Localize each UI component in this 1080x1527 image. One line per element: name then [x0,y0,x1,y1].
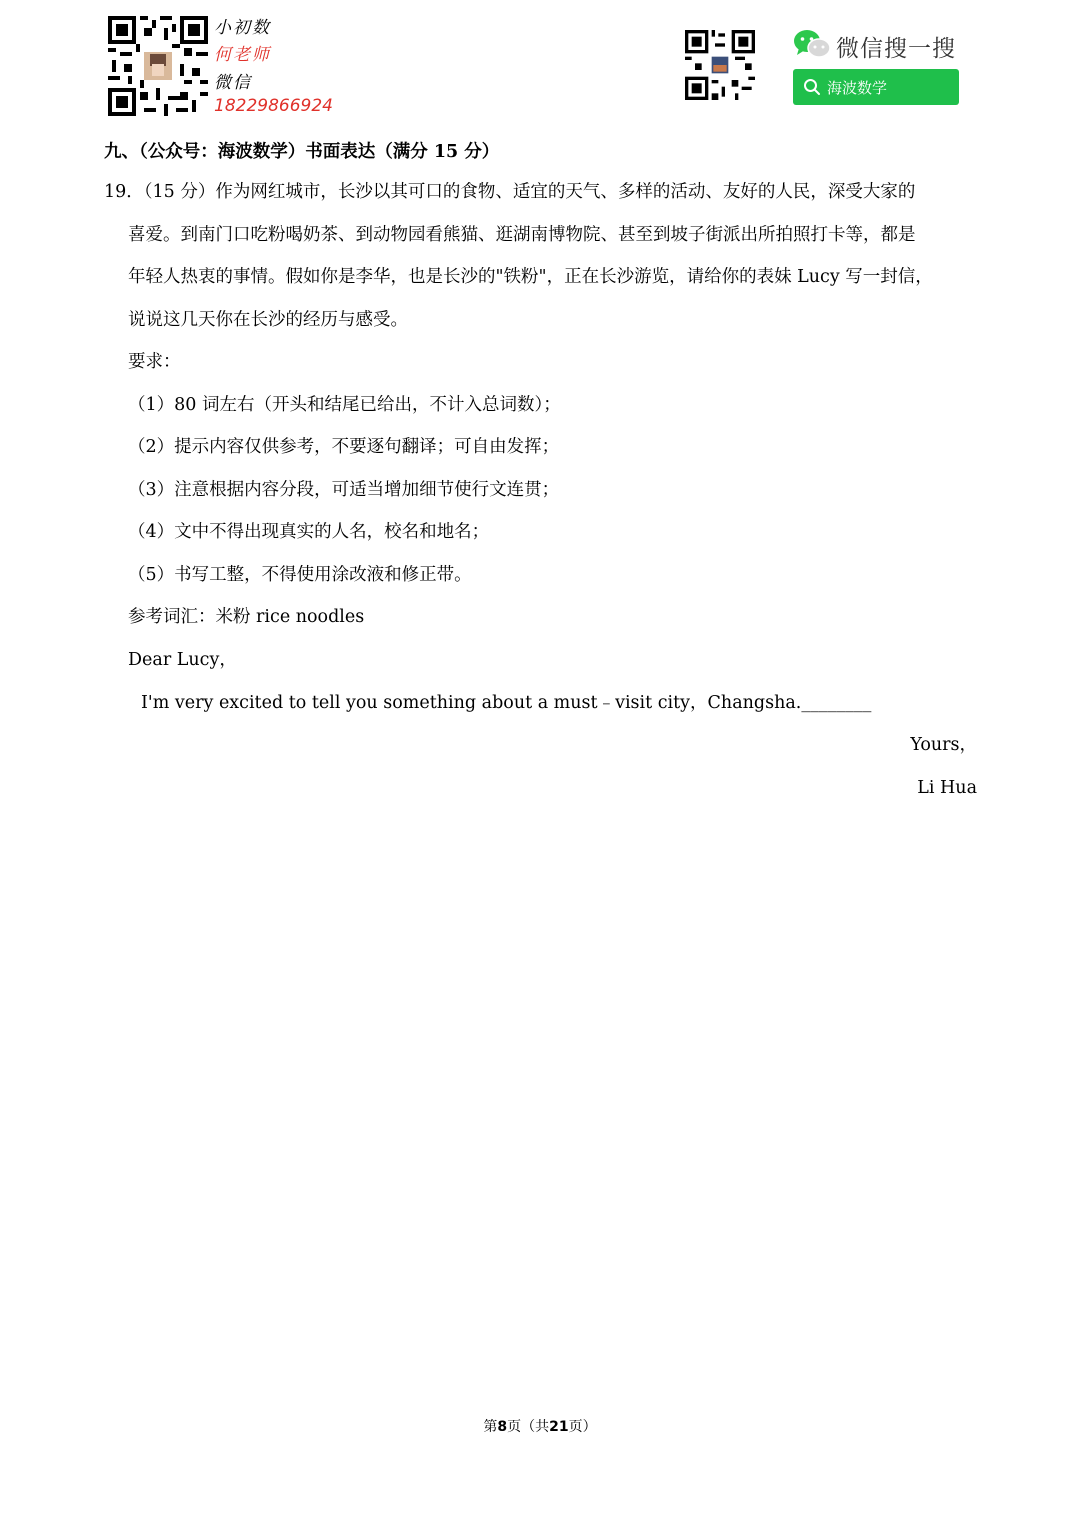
question-line-4: 说说这几天你在长沙的经历与感受。 [128,310,408,330]
requirement-item: （1）80 词左右（开头和结尾已给出，不计入总词数）； [128,395,561,415]
contact-wechat-label: 微信 [214,73,252,93]
contact-teacher-label: 何老师 [214,45,271,65]
section-heading: 九、（公众号：海波数学）书面表达（满分 15 分） [104,142,500,162]
letter-greeting: Dear Lucy， [128,650,237,670]
requirements-title: 要求： [128,352,181,372]
search-icon [803,78,821,96]
wechat-icon [793,29,831,63]
reference-vocabulary: 参考词汇：米粉 rice noodles [128,607,365,627]
contact-phone-number: 18229866924 [214,96,333,116]
requirement-item: （5）书写工整，不得使用涂改液和修正带。 [128,565,472,585]
requirement-item: （2）提示内容仅供参考，不要逐句翻译；可自由发挥； [128,437,560,457]
question-line-3: 年轻人热衷的事情。假如你是李华，也是长沙的"铁粉"，正在长沙游览，请给你的表妹 Lucy 写一封信， [128,267,933,287]
requirement-item: （3）注意根据内容分段，可适当增加细节使行文连贯； [128,480,560,500]
page-number [0,1416,1080,1436]
official-account-search-button[interactable] [793,69,959,105]
question-line-2: 喜爱。到南门口吃粉喝奶茶、到动物园看熊猫、逛湖南博物院、甚至到坡子街派出所拍照打卡等，都是 [128,225,916,245]
wechat-search-title: 微信搜一搜 [836,36,956,62]
letter-closing: Yours， [910,735,977,755]
letter-opening-line: I'm very excited to tell you something about a must﹣visit city，Changsha.________ [141,693,872,713]
question-line-1: 19．（15 分）作为网红城市，长沙以其可口的食物、适宜的天气、多样的活动、友好的人民，深受大家的 [104,182,916,202]
official-account-qr-code-icon [685,30,755,100]
page-middle: 页（共 [507,1419,550,1435]
total-pages: 21 [549,1419,569,1435]
current-page: 8 [497,1419,508,1435]
letter-signature: Li Hua [917,778,977,798]
contact-qr-code-icon [108,16,208,116]
page-prefix: 第 [483,1419,498,1435]
contact-subject-label: 小初数 [214,18,271,38]
requirement-item: （4）文中不得出现真实的人名，校名和地名； [128,522,490,542]
page-suffix: 页） [568,1419,597,1435]
search-button-label: 海波数学 [827,78,888,97]
